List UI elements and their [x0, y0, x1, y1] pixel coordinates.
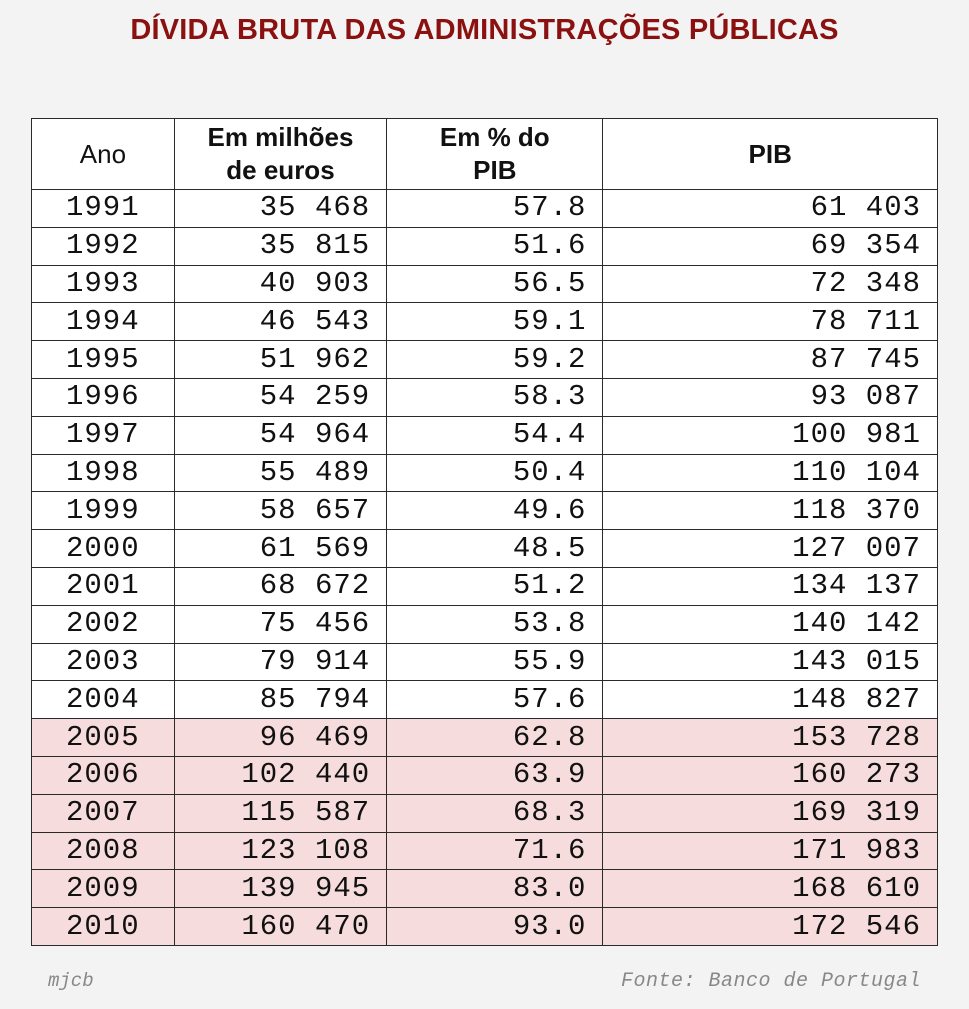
pib-cell: 110 104	[603, 454, 938, 492]
pib-cell: 134 137	[603, 567, 938, 605]
year-cell: 2006	[32, 756, 175, 794]
millions-cell: 35 468	[174, 190, 386, 228]
pct-gdp-cell: 54.4	[387, 416, 603, 454]
millions-cell: 54 964	[174, 416, 386, 454]
millions-cell: 123 108	[174, 832, 386, 870]
pib-cell: 93 087	[603, 378, 938, 416]
millions-cell: 58 657	[174, 492, 386, 530]
millions-cell: 139 945	[174, 870, 386, 908]
pib-cell: 171 983	[603, 832, 938, 870]
year-cell: 2009	[32, 870, 175, 908]
debt-table	[31, 118, 938, 946]
pib-cell: 143 015	[603, 643, 938, 681]
pct-gdp-cell: 50.4	[387, 454, 603, 492]
millions-cell: 54 259	[174, 378, 386, 416]
year-cell: 1995	[32, 341, 175, 379]
year-cell: 1997	[32, 416, 175, 454]
year-cell: 1999	[32, 492, 175, 530]
table-row	[32, 719, 938, 757]
table-row	[32, 341, 938, 379]
year-cell: 2003	[32, 643, 175, 681]
header-pib: PIB	[603, 119, 938, 190]
year-cell: 1994	[32, 303, 175, 341]
pct-gdp-cell: 68.3	[387, 794, 603, 832]
year-cell: 2008	[32, 832, 175, 870]
header-pct-line1: Em % do	[439, 122, 550, 152]
table-row	[32, 567, 938, 605]
table-row	[32, 681, 938, 719]
pct-gdp-cell: 83.0	[387, 870, 603, 908]
pib-cell: 172 546	[603, 908, 938, 946]
header-pct-gdp	[387, 119, 603, 190]
pct-gdp-cell: 53.8	[387, 605, 603, 643]
table-row	[32, 832, 938, 870]
millions-cell: 55 489	[174, 454, 386, 492]
pct-gdp-cell: 58.3	[387, 378, 603, 416]
pct-gdp-cell: 62.8	[387, 719, 603, 757]
pct-gdp-cell: 71.6	[387, 832, 603, 870]
year-cell: 2007	[32, 794, 175, 832]
millions-cell: 51 962	[174, 341, 386, 379]
pct-gdp-cell: 63.9	[387, 756, 603, 794]
millions-cell: 85 794	[174, 681, 386, 719]
header-year: Ano	[32, 119, 175, 190]
millions-cell: 115 587	[174, 794, 386, 832]
millions-cell: 46 543	[174, 303, 386, 341]
table-row	[32, 756, 938, 794]
header-pct-line2: PIB	[473, 155, 517, 185]
table-row	[32, 530, 938, 568]
pib-cell: 118 370	[603, 492, 938, 530]
table-row	[32, 794, 938, 832]
pib-cell: 140 142	[603, 605, 938, 643]
millions-cell: 160 470	[174, 908, 386, 946]
table-row	[32, 190, 938, 228]
page-title: DÍVIDA BRUTA DAS ADMINISTRAÇÕES PÚBLICAS	[130, 14, 839, 46]
pib-cell: 168 610	[603, 870, 938, 908]
pct-gdp-cell: 59.2	[387, 341, 603, 379]
pib-cell: 87 745	[603, 341, 938, 379]
pib-cell: 127 007	[603, 530, 938, 568]
year-cell: 1993	[32, 265, 175, 303]
table-row	[32, 605, 938, 643]
pib-cell: 72 348	[603, 265, 938, 303]
millions-cell: 102 440	[174, 756, 386, 794]
source-note: Fonte: Banco de Portugal	[620, 970, 921, 993]
year-cell: 2002	[32, 605, 175, 643]
pct-gdp-cell: 48.5	[387, 530, 603, 568]
header-millions-line2: de euros	[226, 155, 335, 185]
table-row	[32, 454, 938, 492]
year-cell: 1998	[32, 454, 175, 492]
pib-cell: 61 403	[603, 190, 938, 228]
pct-gdp-cell: 51.2	[387, 567, 603, 605]
year-cell: 2001	[32, 567, 175, 605]
pib-cell: 160 273	[603, 756, 938, 794]
year-cell: 2010	[32, 908, 175, 946]
year-cell: 1996	[32, 378, 175, 416]
pib-cell: 169 319	[603, 794, 938, 832]
millions-cell: 35 815	[174, 227, 386, 265]
table-row	[32, 643, 938, 681]
year-cell: 1991	[32, 190, 175, 228]
pct-gdp-cell: 93.0	[387, 908, 603, 946]
table-row	[32, 378, 938, 416]
pib-cell: 153 728	[603, 719, 938, 757]
year-cell: 2005	[32, 719, 175, 757]
pct-gdp-cell: 55.9	[387, 643, 603, 681]
table-row	[32, 227, 938, 265]
pib-cell: 100 981	[603, 416, 938, 454]
pct-gdp-cell: 59.1	[387, 303, 603, 341]
pib-cell: 148 827	[603, 681, 938, 719]
table-row	[32, 492, 938, 530]
year-cell: 1992	[32, 227, 175, 265]
author-credit: mjcb	[48, 970, 94, 992]
millions-cell: 61 569	[174, 530, 386, 568]
pct-gdp-cell: 57.6	[387, 681, 603, 719]
table-row	[32, 908, 938, 946]
pct-gdp-cell: 56.5	[387, 265, 603, 303]
pct-gdp-cell: 49.6	[387, 492, 603, 530]
table-row	[32, 416, 938, 454]
millions-cell: 79 914	[174, 643, 386, 681]
millions-cell: 68 672	[174, 567, 386, 605]
millions-cell: 96 469	[174, 719, 386, 757]
header-millions	[174, 119, 386, 190]
pct-gdp-cell: 57.8	[387, 190, 603, 228]
table-row	[32, 303, 938, 341]
millions-cell: 40 903	[174, 265, 386, 303]
header-millions-line1: Em milhões	[207, 122, 354, 152]
millions-cell: 75 456	[174, 605, 386, 643]
pib-cell: 69 354	[603, 227, 938, 265]
year-cell: 2000	[32, 530, 175, 568]
table-row	[32, 870, 938, 908]
pib-cell: 78 711	[603, 303, 938, 341]
table-body	[32, 190, 938, 946]
pct-gdp-cell: 51.6	[387, 227, 603, 265]
table-header-row	[32, 119, 938, 190]
year-cell: 2004	[32, 681, 175, 719]
table-row	[32, 265, 938, 303]
